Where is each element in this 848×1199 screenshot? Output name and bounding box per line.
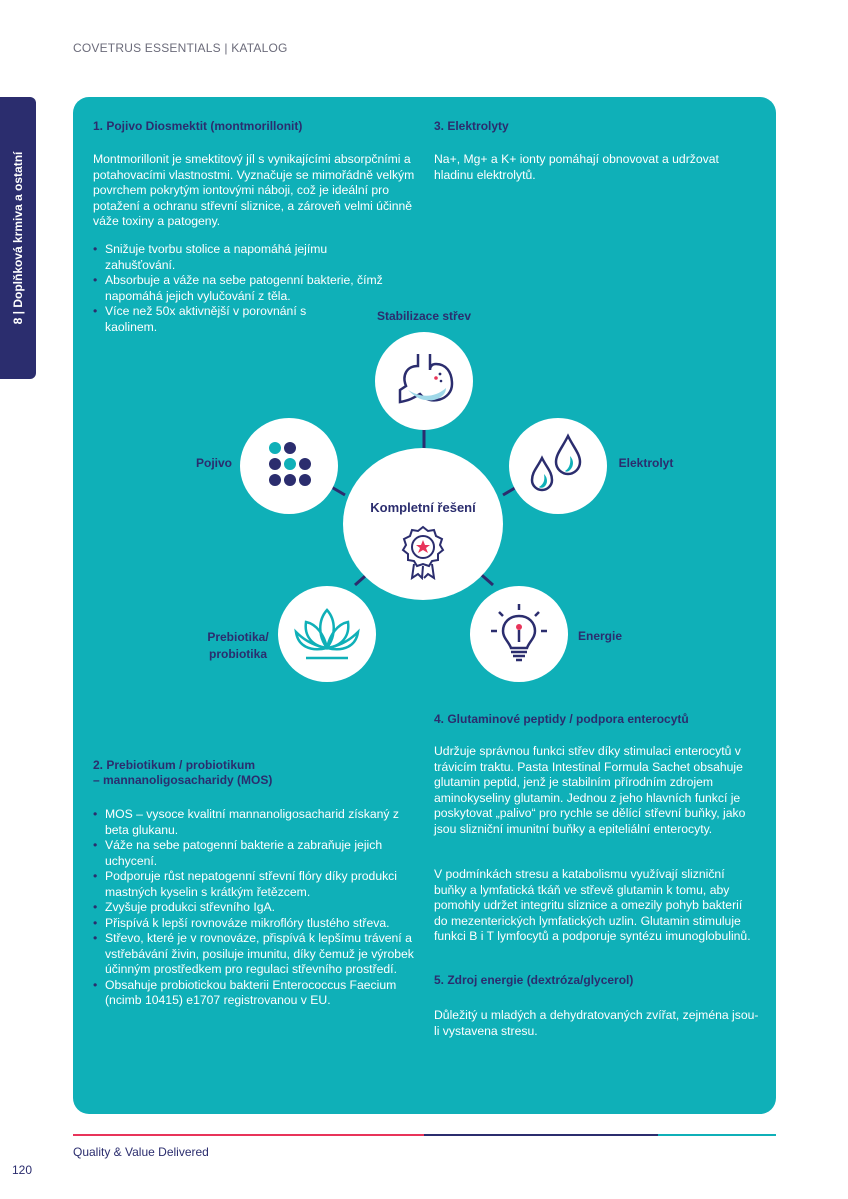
energy-label: Energie — [577, 629, 622, 643]
stomach-icon — [396, 350, 456, 412]
section2-bullet: • MOS – vysoce kvalitní mannanoligosacharid získaný z beta glukanu. — [93, 807, 418, 838]
section2-bullet-list — [93, 807, 418, 1009]
water-drops-icon — [524, 432, 590, 498]
section1-bullet: • Absorbuje a váže na sebe patogenní bakterie, čímž napomáhá jejich vylučování z těla. — [93, 273, 383, 304]
section2-title-line2: – mannanoligosacharidy (MOS) — [93, 773, 273, 787]
section1-bullet: • Více než 50x aktivnější v porovnání s kaolinem. — [93, 304, 315, 335]
center-label: Kompletní řešení — [370, 500, 476, 515]
section2-title-line1: 2. Prebiotikum / probiotikum — [93, 758, 256, 772]
section2-bullet: • Zvyšuje produkci střevního IgA. — [93, 900, 418, 916]
section5-title: 5. Zdroj energie (dextróza/glycerol) — [434, 973, 634, 987]
section4-paragraph-1: Udržuje správnou funkci střev díky stimulaci enterocytů v trávicím traktu. Pasta Intestinal Formula Sachet obsahuje glutamin peptid, jenž je stabilním přírodním zdrojem aminokyseliny glutamin. Jednou z jeho hlavních funkcí je poskytovat „palivo“ pro rychle se dělící střevní buňky, jako jsou slizniční imunitní buňky a epiteliální enterocyty. — [434, 744, 746, 836]
section2-bullet: • Střevo, které je v rovnováze, přispívá k lepšímu trávení a vstřebávání živin, posiluje imunitu, díky čemuž je výrobek účinným prostředkem pro regulaci střevního prostředí. — [93, 931, 418, 978]
page-header: COVETRUS ESSENTIALS | KATALOG — [73, 41, 288, 55]
stomach-label: Stabilizace střev — [376, 309, 472, 323]
section4-title: 4. Glutaminové peptidy / podpora enterocytů — [434, 712, 689, 726]
binder-label: Pojivo — [195, 456, 232, 470]
electrolyte-label: Elektrolyt — [618, 456, 674, 470]
prebiotic-label: Prebiotika/ probiotika — [207, 630, 269, 661]
section3-title: 3. Elektrolyty — [434, 119, 509, 133]
section5-paragraph: Důležitý u mladých a dehydratovaných zvířat, zejména jsou-li vystavena stresu. — [434, 1008, 759, 1038]
section2-bullet: • Podporuje růst nepatogenní střevní flóry díky produkci mastných kyselin s krátkým řetězcem. — [93, 869, 418, 900]
section4-paragraph-2: V podmínkách stresu a katabolismu využívají slizniční buňky a lymfatická tkáň ve střevě glutamin k tomu, aby pomohly udržet integritu sliznice a omezily pohyb bakterií do mezenterických lymfatických uzlin. Glutamin stimuluje funkci B i T lymfocytů a podporuje syntézu imunoglobulinů. — [434, 867, 751, 943]
section2-bullet: • Obsahuje probiotickou bakterii Enterococcus Faecium (ncimb 10415) e1707 registrovanou v EU. — [93, 978, 418, 1009]
lotus-icon — [292, 606, 362, 662]
section1-paragraph: Montmorillonit je smektitový jíl s vynikajícími absorpčními a potahovacími vlastnostmi. Vyznačuje se mimořádně velkým povrchem pokrytým iontovými náboji, což je ideální pro potažení a ochranu střevní sliznice, a zároveň velmi účinně váže toxiny a patogeny. — [93, 152, 415, 228]
section1-bullet: • Snižuje tvorbu stolice a napomáhá jejímu zahušťování. — [93, 242, 383, 273]
section3-paragraph: Na+, Mg+ a K+ ionty pomáhají obnovovat a udržovat hladinu elektrolytů. — [434, 152, 719, 182]
award-badge-icon — [398, 524, 448, 580]
footer-line-teal — [658, 1134, 776, 1136]
section1-title: 1. Pojivo Diosmektit (montmorillonit) — [93, 119, 303, 133]
chapter-side-tab-label: 8 | Doplňková krmiva a ostatní — [11, 151, 25, 325]
footer-tagline: Quality & Value Delivered — [73, 1145, 209, 1159]
footer-line-navy — [424, 1134, 658, 1136]
lightbulb-icon — [489, 602, 549, 664]
footer-line-pink — [73, 1134, 424, 1136]
section2-bullet: • Váže na sebe patogenní bakterie a zabraňuje jejich uchycení. — [93, 838, 418, 869]
section2-bullet: • Přispívá k lepší rovnováze mikroflóry tlustého střeva. — [93, 916, 418, 932]
page-number: 120 — [12, 1163, 33, 1177]
particles-icon — [263, 440, 317, 494]
